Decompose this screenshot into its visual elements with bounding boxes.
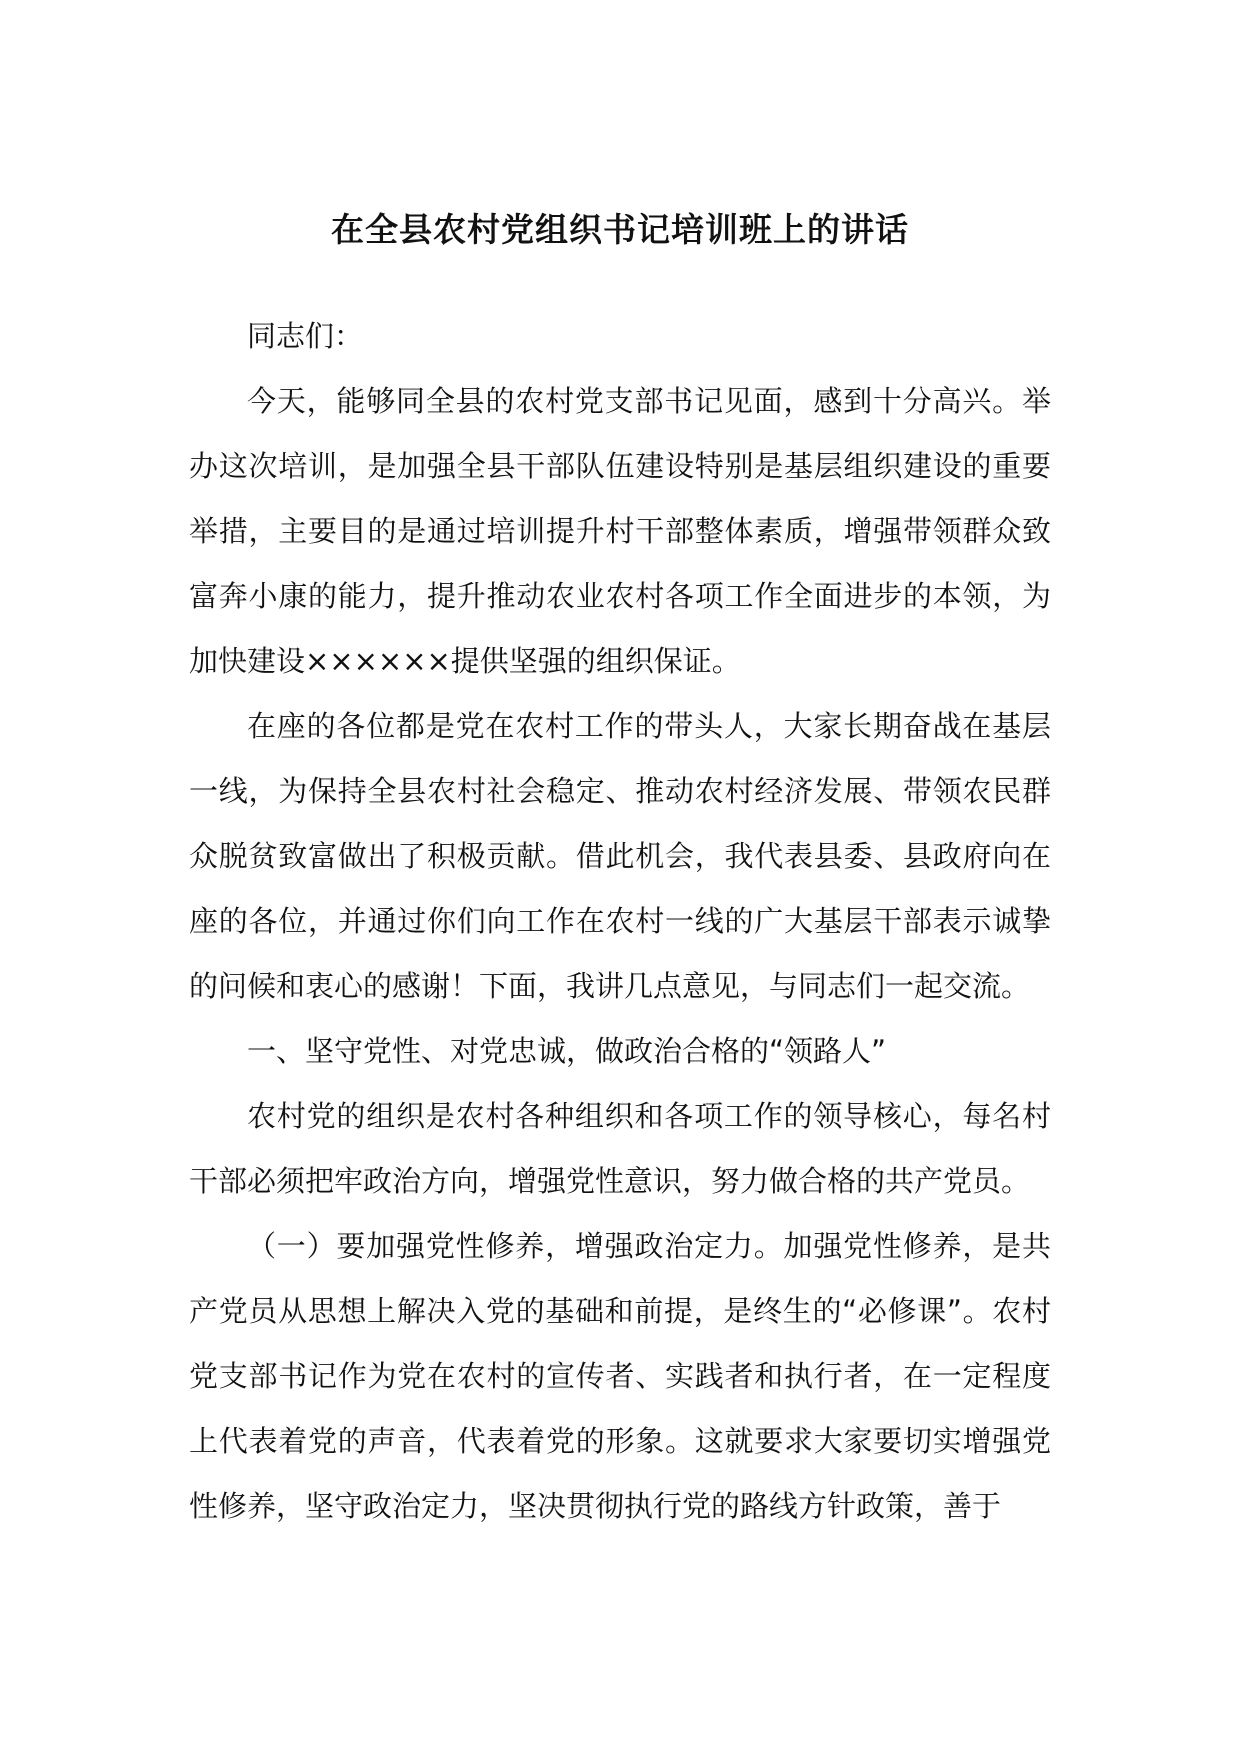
opening-paragraph: 今天，能够同全县的农村党支部书记见面，感到十分高兴。举办这次培训，是加强全县干部队伍建设特别是基层组织建设的重要举措，主要目的是通过培训提升村干部整体素质，增强带领群众致富奔小康的能力，提升推动农业农村各项工作全面进步的本领，为加快建设××××××提供坚强的组织保证。 [189, 384, 1051, 678]
subsection-paragraph-1: （一）要加强党性修养，增强政治定力。加强党性修养，是共产党员从思想上解决入党的基础和前提，是终生的“必修课”。农村党支部书记作为党在农村的宣传者、实践者和执行者，在一定程度上代表着党的声音，代表着党的形象。这就要求大家要切实增强党性修养，坚守政治定力，坚决贯彻执行党的路线方针政策，善于 [189, 1229, 1051, 1523]
document-body [189, 304, 1051, 1539]
section-intro-paragraph: 农村党的组织是农村各种组织和各项工作的领导核心，每名村干部必须把牢政治方向，增强党性意识，努力做合格的共产党员。 [189, 1099, 1051, 1198]
thanks-paragraph: 在座的各位都是党在农村工作的带头人，大家长期奋战在基层一线，为保持全县农村社会稳定、推动农村经济发展、带领农民群众脱贫致富做出了积极贡献。借此机会，我代表县委、县政府向在座的各位，并通过你们向工作在农村一线的广大基层干部表示诚挚的问候和衷心的感谢！下面，我讲几点意见，与同志们一起交流。 [189, 709, 1051, 1003]
section-heading-1: 一、坚守党性、对党忠诚，做政治合格的“领路人” [247, 1034, 887, 1068]
document-title: 在全县农村党组织书记培训班上的讲话 [331, 210, 909, 249]
salutation-paragraph: 同志们： [247, 319, 364, 353]
